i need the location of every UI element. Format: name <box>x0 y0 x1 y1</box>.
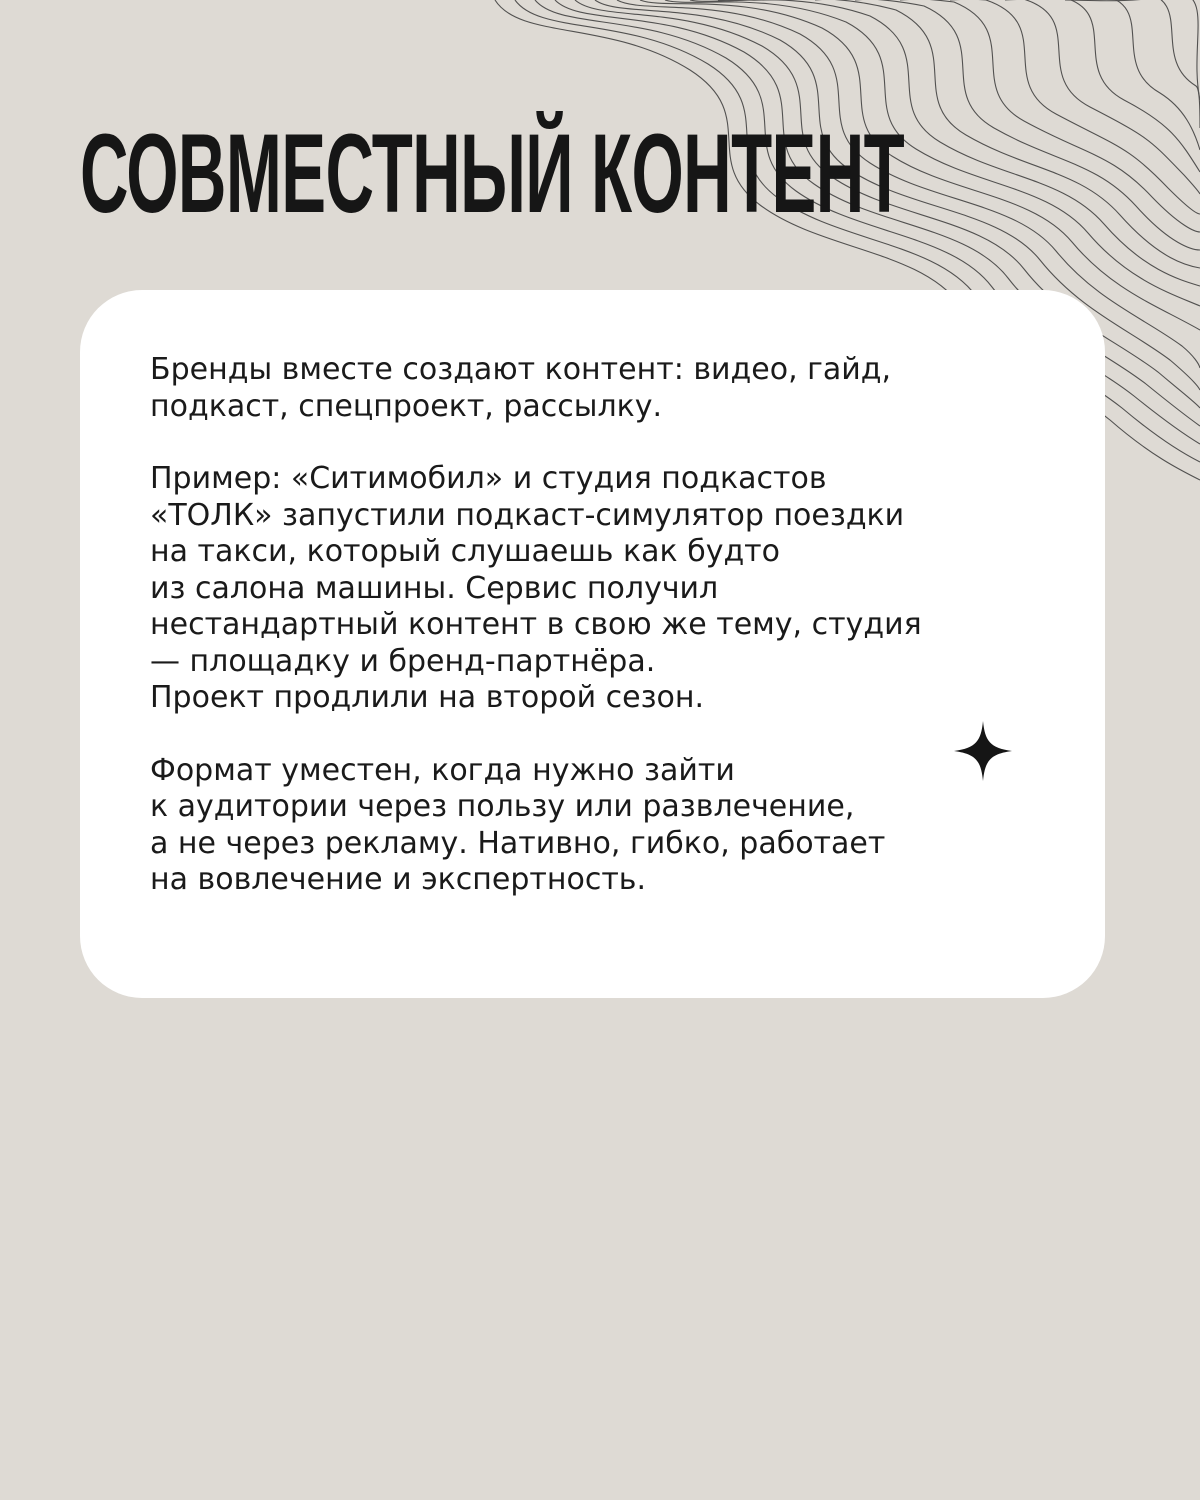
paragraph-conclusion: Формат уместен, когда нужно зайти к аудитории через пользу или развлечение, а не через рекламу. Нативно, гибко, работает на вовлечение и экспертность. <box>150 752 886 897</box>
sparkle-icon <box>954 721 1012 781</box>
card-body <box>150 352 1050 899</box>
paragraph-intro: Бренды вместе создают контент: видео, гайд, подкаст, спецпроект, рассылку. <box>150 352 892 424</box>
slide-title: СОВМЕСТНЫЙ КОНТЕНТ <box>80 111 905 236</box>
content-card <box>80 290 1105 998</box>
paragraph-example: Пример: «Ситимобил» и студия подкастов «ТОЛК» запустили подкаст-симулятор поездки на такси, который слушаешь как будто из салона машины. Сервис получил нестандартный контент в свою же тему, студия — площадку и бренд-партнёра. Проект продлили на второй сезон. <box>150 461 922 715</box>
